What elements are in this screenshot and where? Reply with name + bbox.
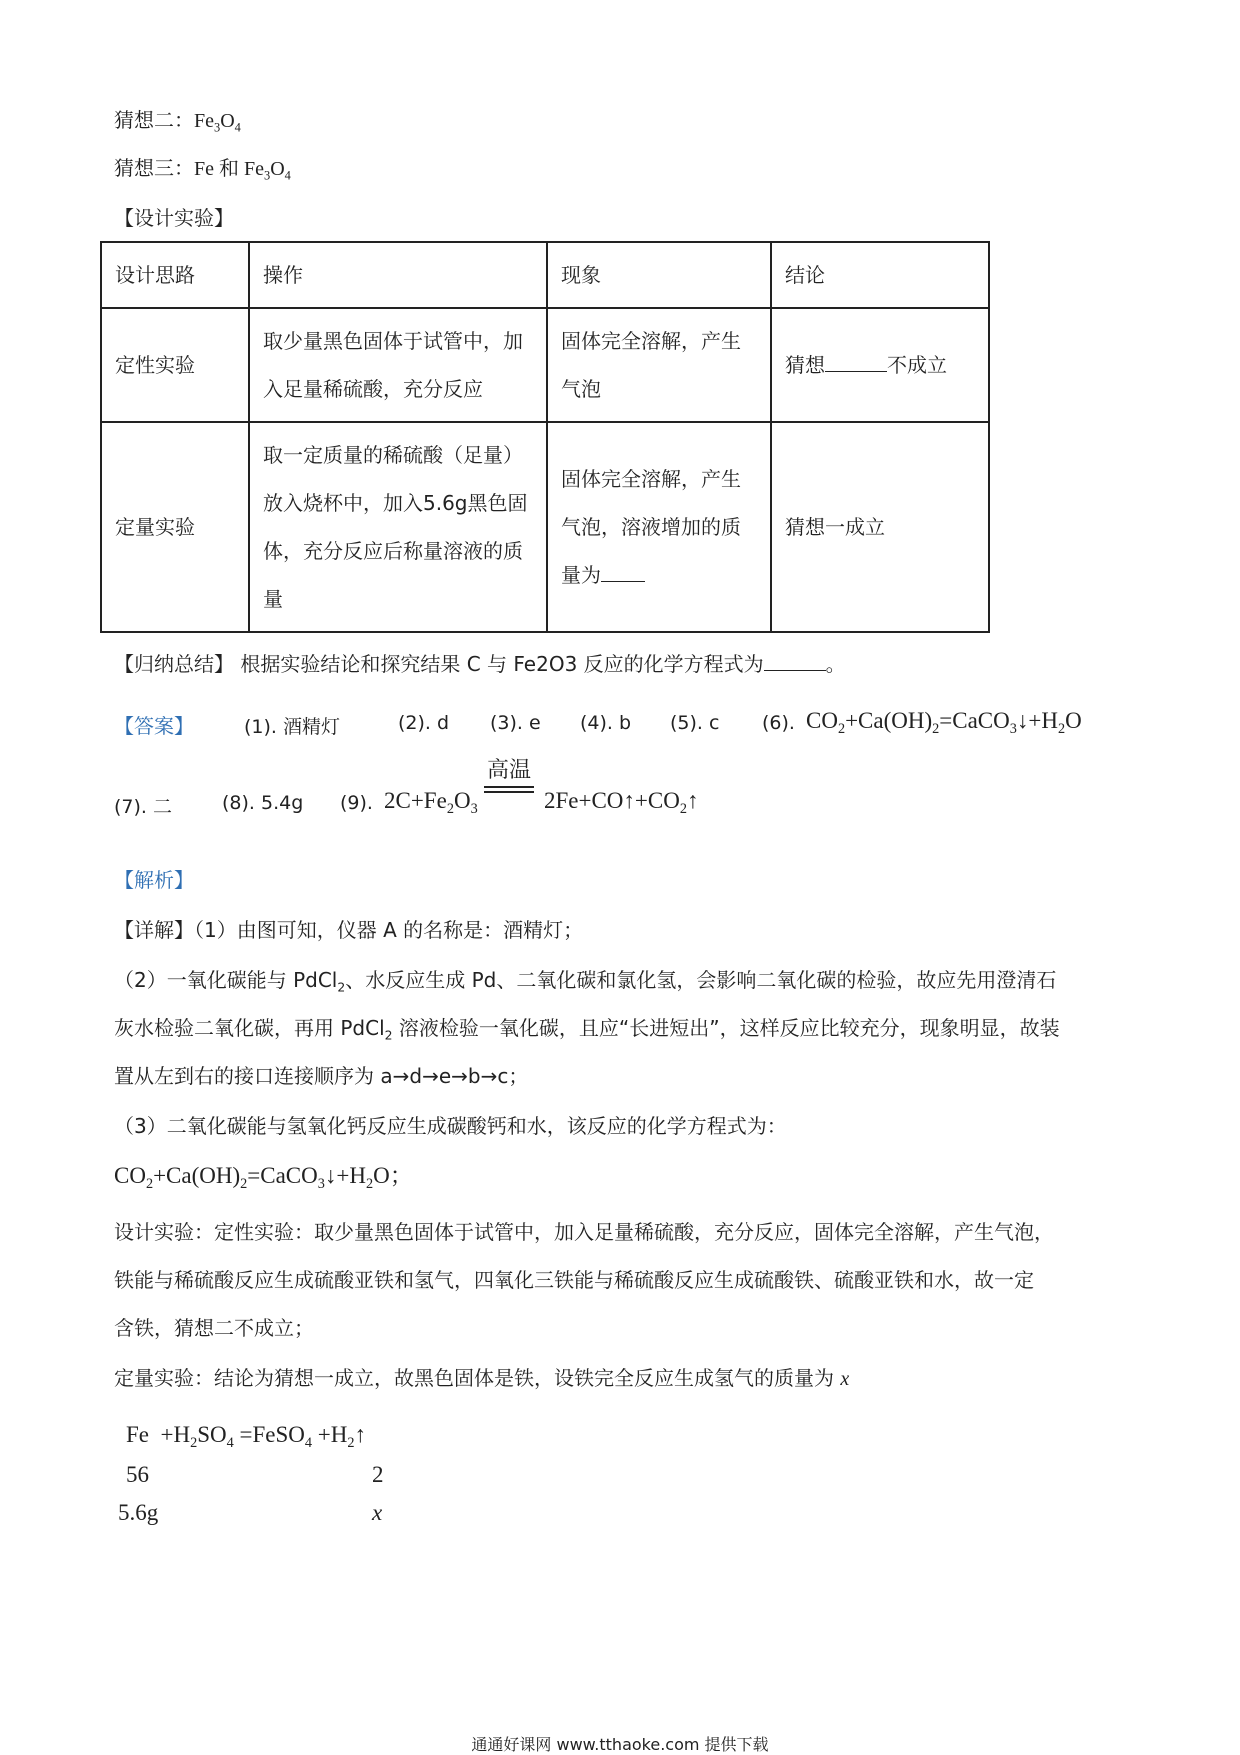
table-cell-idea: 定量实验 [101, 422, 249, 632]
analysis-paragraph: 设计实验：定性实验：取少量黑色固体于试管中，加入足量稀硫酸，充分反应，固体完全溶解，产生气泡， [114, 1220, 1054, 1244]
table-row [101, 422, 989, 632]
table-header: 操作 [249, 242, 547, 308]
answer-row-1 [114, 708, 1134, 744]
answer-row-2 [114, 786, 1134, 826]
analysis-paragraph: 铁能与稀硫酸反应生成硫酸亚铁和氢气，四氧化三铁能与稀硫酸反应生成硫酸铁、硫酸亚铁和水，故一定 [114, 1268, 1034, 1292]
table-cell-operation: 取少量黑色固体于试管中，加入足量稀硫酸，充分反应 [249, 308, 547, 422]
table-cell-idea: 定性实验 [101, 308, 249, 422]
calc-value: 56 [126, 1462, 149, 1487]
table-cell-conclusion [771, 308, 989, 422]
analysis-paragraph: 定量实验：结论为猜想一成立，故黑色固体是铁，设铁完全反应生成氢气的质量为 x [114, 1366, 850, 1390]
calc-value: x [372, 1500, 383, 1525]
answer-item: (1). 酒精灯 [244, 716, 340, 738]
summary-text: 根据实验结论和探究结果 C 与 Fe2O3 反应的化学方程式为 [240, 652, 764, 676]
calc-value: 5.6g [118, 1500, 159, 1525]
calc-equation: $Fe +H_2SO_4$ =FeSO$_4$ $+H_2↑$ [126, 1422, 366, 1451]
table-header-row [101, 242, 989, 308]
analysis-equation: $CO_2+Ca(OH)_2=CaCO_3↓+H_2O$； [114, 1163, 413, 1192]
condition-text: 高温 [486, 758, 531, 783]
conclusion-prefix: 猜想 [785, 353, 825, 377]
answer-item: (2). d [398, 712, 450, 734]
table-header: 结论 [771, 242, 989, 308]
analysis-paragraph: 置从左到右的接口连接顺序为 a→d→e→b→c； [114, 1064, 529, 1088]
conclusion-suffix: 不成立 [887, 353, 947, 377]
answer-blank [825, 351, 887, 372]
experiment-table [100, 241, 990, 633]
answer-item: (9). [340, 792, 373, 814]
answer-label: 【答案】 [114, 714, 194, 738]
table-cell-phenomenon: 固体完全溶解，产生气泡 [547, 308, 771, 422]
guess-3-formula: Fe 和 $Fe_3O_4$ [194, 158, 291, 183]
table-header: 设计思路 [101, 242, 249, 308]
analysis-label: 【解析】 [114, 868, 194, 892]
answer-item: (5). c [670, 712, 720, 734]
analysis-paragraph: 含铁，猜想二不成立； [114, 1316, 314, 1340]
design-heading: 【设计实验】 [114, 206, 234, 230]
summary-heading: 【归纳总结】 [114, 652, 234, 676]
analysis-paragraph: 【详解】（1）由图可知，仪器 A 的名称是：酒精灯； [114, 918, 584, 942]
page-footer: 通通好课网 www.tthaoke.com 提供下载 [471, 1735, 769, 1754]
analysis-paragraph: 灰水检验二氧化碳，再用 PdCl$_2$ 溶液检验一氧化碳，且应“长进短出”，这样反应比较充分，现象明显，故装 [114, 1016, 1060, 1043]
answer-item: (3). e [490, 712, 541, 734]
analysis-paragraph: （3）二氧化碳能与氢氧化钙反应生成碳酸钙和水，该反应的化学方程式为： [114, 1114, 787, 1138]
answer-equation-9-right: $2Fe+CO↑+CO_2↑$ [544, 788, 699, 817]
analysis-paragraph: （2）一氧化碳能与 PdCl$_2$、水反应生成 Pd、二氧化碳和氯化氢，会影响二氧化碳的检验，故应先用澄清石 [114, 968, 1057, 995]
answer-blank [764, 650, 826, 671]
table-cell-operation: 取一定质量的稀硫酸（足量）放入烧杯中，加入5.6g黑色固体，充分反应后称量溶液的质量 [249, 422, 547, 632]
answer-blank [601, 561, 645, 582]
guess-3-label: 猜想三： [114, 156, 194, 180]
guess-2-formula: $Fe_3O_4$ [194, 110, 241, 135]
table-header: 现象 [547, 242, 771, 308]
guess-2 [114, 106, 241, 135]
answer-equation-6: $CO_2+Ca(OH)_2=CaCO_3↓+H_2O$ [806, 708, 1082, 737]
table-cell-conclusion: 猜想一成立 [771, 422, 989, 632]
answer-equation-9-left: $2C+Fe_2O_3$ [384, 788, 478, 817]
summary-line [114, 650, 846, 678]
summary-end: 。 [825, 652, 846, 676]
answer-item: (4). b [580, 712, 632, 734]
answer-item: (8). 5.4g [222, 792, 304, 814]
answer-item: (7). 二 [114, 796, 172, 818]
calc-value: 2 [372, 1462, 384, 1487]
phenomenon-prefix: 固体完全溶解，产生气泡，溶液增加的质量为 [561, 467, 741, 587]
table-cell-phenomenon [547, 422, 771, 632]
table-row [101, 308, 989, 422]
reaction-condition [484, 758, 534, 793]
answer-item: (6). [762, 712, 795, 734]
equals-sign [484, 786, 534, 793]
guess-3 [114, 154, 291, 183]
guess-2-label: 猜想二： [114, 108, 194, 132]
